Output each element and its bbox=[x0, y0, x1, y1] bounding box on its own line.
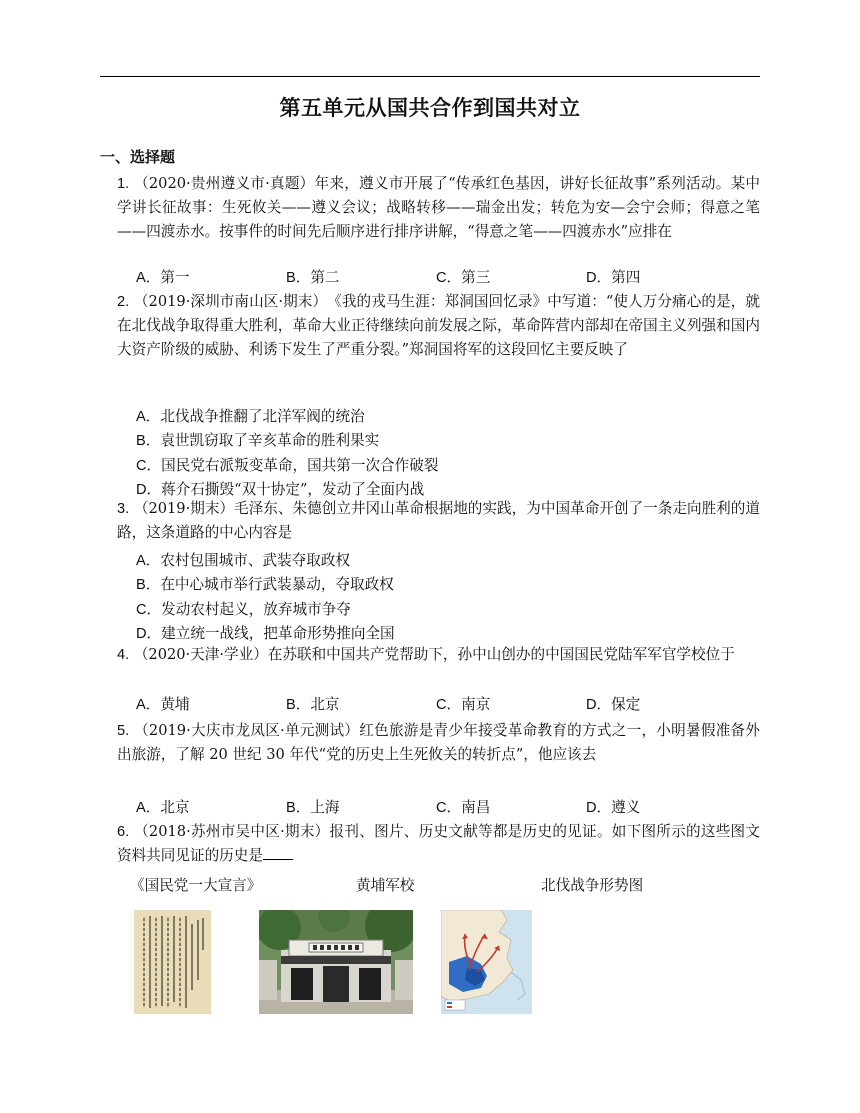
option-a[interactable]: A．第一 bbox=[136, 269, 190, 286]
question-number: 2. bbox=[117, 294, 130, 310]
option-a[interactable]: A．北京 bbox=[136, 799, 190, 816]
section-heading: 一、选择题 bbox=[100, 148, 176, 166]
option-b[interactable]: B．北京 bbox=[286, 696, 340, 713]
manifesto-document-image bbox=[134, 910, 211, 1014]
option-c[interactable]: C．南京 bbox=[436, 696, 491, 713]
question-number: 3. bbox=[117, 501, 130, 517]
option-a[interactable]: A．北伐战争推翻了北洋军阀的统治 bbox=[136, 408, 365, 425]
option-b[interactable]: B．袁世凯窃取了辛亥革命的胜利果实 bbox=[136, 432, 380, 450]
whampoa-gate-image bbox=[259, 910, 413, 1014]
question-6 bbox=[117, 820, 760, 868]
option-b[interactable]: B．上海 bbox=[286, 799, 340, 816]
answer-blank[interactable] bbox=[263, 845, 293, 860]
option-d[interactable]: D．保定 bbox=[586, 696, 641, 713]
option-a[interactable]: A．黄埔 bbox=[136, 696, 190, 713]
question-text: （2020·贵州遵义市·真题）年来，遵义市开展了“传承红色基因，讲好长征故事”系列活动。某中学讲长征故事：生死攸关——遵义会议；战略转移——瑞金出发；转危为安—会宁会师；得意之笔——四渡赤水。按事件的时间先后顺序进行排序讲解，“得意之笔——四渡赤水”应排在 bbox=[117, 175, 761, 240]
question-4 bbox=[117, 643, 760, 667]
question-1 bbox=[117, 172, 760, 243]
page-title: 第五单元从国共合作到国共对立 bbox=[279, 96, 581, 120]
caption-manifesto: 《国民党一大宣言》 bbox=[130, 877, 262, 894]
option-c[interactable]: C．发动农村起义，放弃城市争夺 bbox=[136, 600, 351, 618]
option-d[interactable]: D．建立统一战线，把革命形势推向全国 bbox=[136, 625, 395, 643]
option-d[interactable]: D．第四 bbox=[586, 269, 641, 286]
caption-map: 北伐战争形势图 bbox=[541, 877, 644, 894]
option-d[interactable]: D．遵义 bbox=[586, 799, 641, 816]
caption-whampoa: 黄埔军校 bbox=[356, 877, 415, 894]
question-number: 6. bbox=[117, 824, 130, 840]
option-c[interactable]: C．第三 bbox=[436, 269, 491, 286]
northern-expedition-map-image bbox=[441, 910, 532, 1014]
question-1-options bbox=[136, 266, 760, 290]
option-b[interactable]: B．第二 bbox=[286, 269, 340, 286]
question-text: （2019·大庆市龙凤区·单元测试）红色旅游是青少年接受革命教育的方式之一，小明暑假准备外出旅游，了解 20 世纪 30 年代“党的历史上生死攸关的转折点”，他应该去 bbox=[117, 722, 761, 764]
question-2 bbox=[117, 290, 760, 361]
question-3-options bbox=[136, 549, 760, 647]
option-d[interactable]: D．蒋介石撕毁“双十协定”，发动了全面内战 bbox=[136, 481, 425, 499]
question-text: （2018·苏州市吴中区·期末）报刊、图片、历史文献等都是历史的见证。如下图所示的这些图文资料共同见证的历史是 bbox=[117, 823, 761, 865]
question-5-options bbox=[136, 796, 760, 820]
question-4-options bbox=[136, 693, 760, 717]
question-number: 5. bbox=[117, 723, 130, 739]
option-b[interactable]: B．在中心城市举行武装暴动，夺取政权 bbox=[136, 576, 394, 594]
question-text: （2020·天津·学业）在苏联和中国共产党帮助下，孙中山创办的中国国民党陆军军官学校位于 bbox=[133, 646, 735, 663]
question-number: 4. bbox=[117, 647, 130, 663]
question-2-options bbox=[136, 405, 760, 503]
option-c[interactable]: C．南昌 bbox=[436, 799, 491, 816]
question-number: 1. bbox=[117, 176, 130, 192]
question-text: （2019·期末）毛泽东、朱德创立井冈山革命根据地的实践，为中国革命开创了一条走向胜利的道路，这条道路的中心内容是 bbox=[117, 500, 760, 542]
question-text: （2019·深圳市南山区·期末） 《我的戎马生涯：郑洞国回忆录》中写道：“使人万分痛心的是，就在北伐战争取得重大胜利，革命大业正待继续向前发展之际，革命阵营内部却在帝国主义列强和国内大资产阶级的威胁、利诱下发生了严重分裂。”郑洞国将军的这段回忆主要反映了 bbox=[117, 293, 760, 358]
question-3 bbox=[117, 497, 760, 545]
option-c[interactable]: C．国民党右派叛变革命，国共第一次合作破裂 bbox=[136, 456, 439, 474]
option-a[interactable]: A．农村包围城市、武装夺取政权 bbox=[136, 552, 351, 569]
question-5 bbox=[117, 719, 760, 767]
top-rule bbox=[100, 76, 760, 77]
